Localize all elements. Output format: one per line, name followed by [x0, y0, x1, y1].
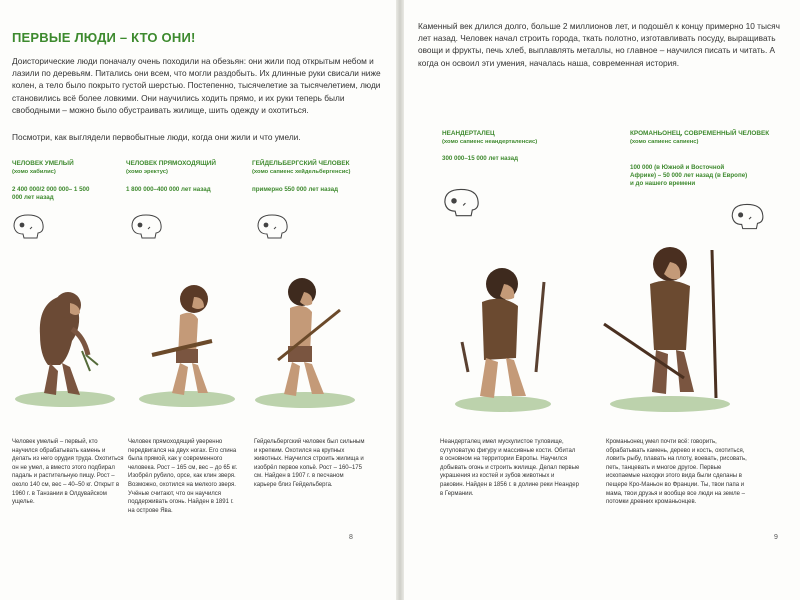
species-date-habilis: 2 400 000/2 000 000– 1 500 000 лет назад — [12, 186, 90, 201]
book-gutter — [396, 0, 404, 600]
species-name-neanderthal: НЕАНДЕРТАЛЕЦ (хомо сапиенс неандерталенсис) — [442, 130, 582, 146]
species-name-habilis: ЧЕЛОВЕК УМЕЛЫЙ (хомо хабилис) — [12, 160, 122, 176]
skull-icon — [128, 212, 166, 240]
description-cromagnon: Кроманьонец умел почти всё: говорить, обрабатывать камень, дерево и кость, охотиться, ловить рыбу, плавать на плоту, воевать, рисовать, петь, танцевать и многое другое. Первые ископаемые находки этого вида были сделаны в пещере Кро-Маньон во Франции. Ты, твои папа и мама, твои друзья и вообще все люди на земле – потомки древних кроманьонцев. — [606, 439, 747, 506]
species-name-erectus: ЧЕЛОВЕК ПРЯМОХОДЯЩИЙ (хомо эректус) — [126, 160, 236, 176]
species-latin-cromagnon: (хомо сапиенс сапиенс) — [630, 139, 699, 145]
description-heidelbergensis: Гейдельбергский человек был сильным и крепким. Охотился на крупных животных. Научился строить жилища и изобрёл первое копьё. Рост – 160–175 см. Найден в 1907 г. в песчаном карьере близ Гейдельберга. — [254, 439, 365, 488]
prompt-paragraph: Посмотри, как выглядели первобытные люди, когда они жили и что умели. — [12, 132, 301, 142]
description-neanderthal: Неандерталец имел мускулистое туловище, сутуловатую фигуру и массивные кости. Обитал в основном на территории Европы. Научился добывать огонь и строить жилище. Делал первые украшения из костей и зубов животных и раковин. Найден в 1856 г. в долине реки Неандер в Германии. — [440, 439, 580, 497]
skull-icon — [728, 196, 768, 236]
page-number-left: 8 — [349, 534, 353, 541]
species-date-neanderthal: 300 000–15 000 лет назад — [442, 155, 519, 162]
description-habilis: Человек умелый – первый, кто научился обрабатывать камень и делать из него орудия труда. Охотиться он не умел, а вместо этого подбирал падаль и растительную пищу. Рост – около 140 см, вес – 40–50 кг. Открыт в 1960 г. в Танзании в Олдувайском ущелье. — [12, 439, 124, 506]
species-date-erectus: 1 800 000–400 000 лет назад — [126, 186, 211, 193]
heidelbergensis-figure — [250, 270, 360, 415]
species-latin-habilis: (хомо хабилис) — [12, 169, 56, 175]
intro-paragraph: Доисторические люди поначалу очень походили на обезьян: они жили под открытым небом и лазили по деревьям. Питались они всем, что могли раздобыть. Их длинные руки свисали ниже колен, а тело было покрыто густой шерстью. Постепенно, тысячелетие за тысячелетием, люди становились всё более ловкими. Они научились ходить прямо, и их руки теперь были свободными – можно было обустраивать жилище, шить одежду и охотиться. — [12, 56, 381, 115]
skull-icon — [10, 212, 48, 240]
species-name-cromagnon: КРОМАНЬОНЕЦ, СОВРЕМЕННЫЙ ЧЕЛОВЕК (хомо сапиенс сапиенс) — [630, 130, 770, 145]
species-name-heidelbergensis: ГЕЙДЕЛЬБЕРГСКИЙ ЧЕЛОВЕК (хомо сапиенс хейдельбергенсис) — [252, 160, 392, 176]
species-date-cromagnon: 100 000 (в Южной и Восточной Африке) – 50 000 лет назад (в Европе) и до нашего времени — [630, 164, 748, 187]
page-number-right: 9 — [774, 534, 778, 541]
skull-icon — [254, 212, 292, 240]
page-title: ПЕРВЫЕ ЛЮДИ – КТО ОНИ! — [12, 30, 196, 45]
erectus-figure — [132, 275, 242, 415]
neanderthal-figure — [448, 262, 558, 417]
species-latin-neanderthal: (хомо сапиенс неандерталенсис) — [442, 139, 538, 145]
species-date-heidelbergensis: примерно 550 000 лет назад — [252, 186, 339, 193]
skull-icon — [440, 186, 484, 218]
species-latin-erectus: (хомо эректус) — [126, 169, 168, 175]
description-erectus: Человек прямоходящий уверенно передвигался на двух ногах. Его спина была прямой, как у современного человека. Рост – 165 см, вес – до 65 кг. Изобрёл рубило, орсе, как клин зверя. Возможно, охотился на мелкого зверя. Учёные считают, что он научился поддерживать огонь. Найден в 1891 г. на острове Ява. — [128, 439, 238, 514]
cromagnon-figure — [600, 238, 740, 418]
habilis-figure — [10, 275, 120, 415]
right-intro-paragraph: Каменный век длился долго, больше 2 миллионов лет, и подошёл к концу примерно 10 тысяч лет назад. Человек начал строить города, ткать полотно, изготавливать посуду, выращивать овощи и фрукты, печь хлеб, выплавлять металлы, но главное – научился писать и читать. А когда он освоил эти умения, началась наша, современная история. — [418, 21, 780, 68]
species-latin-heidelbergensis: (хомо сапиенс хейдельбергенсис) — [252, 169, 351, 175]
